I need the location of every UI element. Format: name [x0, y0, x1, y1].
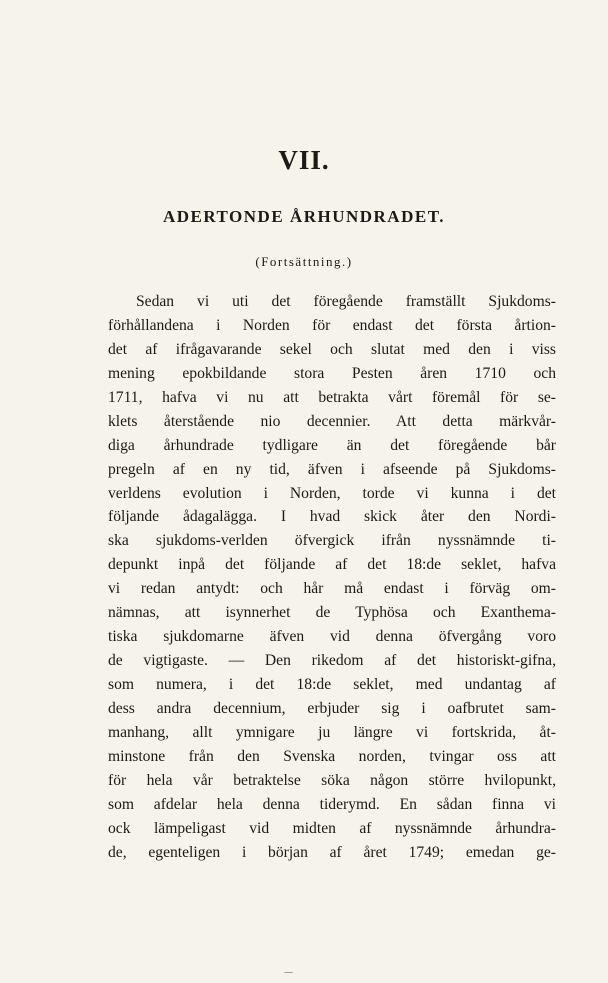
- chapter-number: VII.: [278, 145, 330, 175]
- text-line: verldens evolution i Norden, torde vi kunna i det: [108, 484, 556, 502]
- chapter-subtitle: (Fortsättning.): [255, 254, 353, 269]
- text-line: för hela vår betraktelse söka någon större hvilopunkt,: [108, 771, 556, 789]
- text-line: ska sjukdoms-verlden öfvergick ifrån nyssnämnde ti-: [108, 532, 556, 550]
- text-line: mening epokbildande stora Pesten åren 1710 och: [108, 364, 556, 382]
- text-line: förhållandena i Norden för endast det första årtion-: [108, 316, 556, 334]
- text-line: diga århundrade tydligare än det föregående bår: [108, 436, 556, 454]
- chapter-title: ADERTONDE ÅRHUNDRADET.: [162, 207, 446, 226]
- body-paragraph: [108, 290, 556, 865]
- page-footer-mark: —: [284, 968, 293, 978]
- text-line: ock lämpeligast vid midten af nyssnämnde århundra-: [108, 819, 556, 837]
- text-line: nämnas, att isynnerhet de Typhösa och Exanthema-: [108, 604, 556, 622]
- text-line: de vigtigaste. — Den rikedom af det historiskt-gifna,: [108, 652, 556, 670]
- text-line: depunkt inpå det följande af det 18:de seklet, hafva: [108, 556, 556, 574]
- text-line: minstone från den Svenska norden, tvingar oss att: [108, 747, 556, 765]
- text-line: tiska sjukdomarne äfven vid denna öfvergång voro: [108, 628, 556, 646]
- text-line: de, egenteligen i början af året 1749; emedan ge-: [108, 843, 556, 861]
- text-line: som afdelar hela denna tiderymd. En sådan finna vi: [108, 795, 556, 813]
- text-line: klets återstående nio decennier. Att detta märkvår-: [108, 412, 556, 430]
- text-line: Sedan vi uti det föregående framställt Sjukdoms-: [136, 293, 556, 310]
- text-line: som numera, i det 18:de seklet, med undantag af: [108, 676, 556, 693]
- text-line: manhang, allt ymnigare ju längre vi fortskrida, åt-: [108, 723, 556, 741]
- text-line: följande ådagalägga. I hvad skick åter den Nordi-: [108, 508, 556, 526]
- text-line: dess andra decennium, erbjuder sig i oafbrutet sam-: [108, 699, 556, 717]
- text-line: 1711, hafva vi nu att betrakta vårt föremål för se-: [108, 388, 556, 406]
- text-line: vi redan antydt: och hår må endast i förväg om-: [108, 580, 556, 598]
- text-line: pregeln af en ny tid, äfven i afseende på Sjukdoms-: [108, 460, 556, 478]
- text-line: det af ifrågavarande sekel och slutat med den i viss: [108, 340, 556, 358]
